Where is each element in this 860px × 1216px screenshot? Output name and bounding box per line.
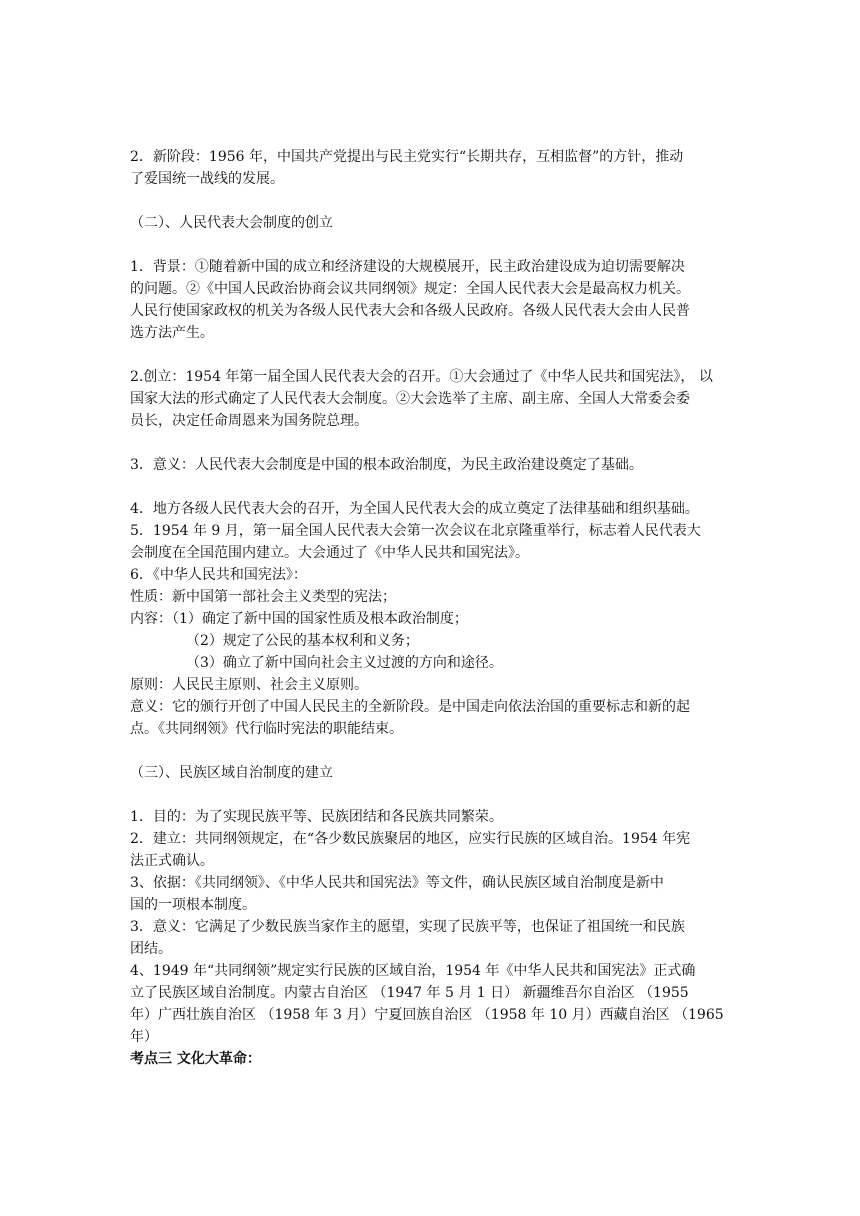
text-line: 性质：新中国第一部社会主义类型的宪法；	[130, 589, 396, 605]
text-line: （三）、民族区域自治制度的建立	[130, 765, 333, 781]
paragraph	[130, 564, 740, 586]
paragraph	[130, 674, 740, 696]
paragraph	[130, 454, 740, 476]
text-line: 员长，决定任命周恩来为国务院总理。	[130, 413, 368, 429]
paragraph	[130, 828, 740, 872]
text-line: 内容：（1）确定了新中国的国家性质及根本政治制度；	[130, 611, 468, 627]
paragraph	[130, 366, 740, 432]
text-line: 立了民族区域自治制度。内蒙古自治区 （1947 年 5 月 1 日） 新疆维吾尔自治区 （1955	[130, 985, 689, 1001]
paragraph	[130, 586, 740, 608]
text-line: 国的一项根本制度。	[130, 897, 256, 913]
paragraph	[130, 520, 740, 564]
text-line: 1．目的：为了实现民族平等、民族团结和各民族共同繁荣。	[130, 809, 503, 825]
text-line: 法正式确认。	[130, 853, 214, 869]
paragraph	[130, 498, 740, 520]
text-line: 4．地方各级人民代表大会的召开，为全国人民代表大会的成立奠定了法律基础和组织基础。	[130, 501, 699, 517]
text-line: （二）、人民代表大会制度的创立	[130, 215, 333, 231]
paragraph	[130, 696, 740, 740]
text-line: 人民行使国家政权的机关为各级人民代表大会和各级人民政府。各级人民代表大会由人民普	[130, 303, 690, 319]
paragraph-spacer	[130, 234, 740, 256]
paragraph-spacer	[130, 740, 740, 762]
text-line: 年）广西壮族自治区 （1958 年 3 月）宁夏回族自治区 （1958 年 10 月）西藏自治区 （1965	[130, 1007, 724, 1023]
paragraph	[130, 146, 740, 190]
paragraph-spacer	[130, 476, 740, 498]
text-line: 原则：人民民主原则、社会主义原则。	[130, 677, 368, 693]
paragraph	[130, 872, 740, 916]
text-line: 1．背景：①随着新中国的成立和经济建设的大规模展开，民主政治建设成为迫切需要解决	[130, 259, 685, 275]
text-line: 国家大法的形式确定了人民代表大会制度。②大会选举了主席、副主席、全国人大常委会委	[130, 391, 690, 407]
paragraph	[130, 806, 740, 828]
paragraph	[130, 608, 740, 630]
paragraph	[130, 916, 740, 960]
text-line: 了爱国统一战线的发展。	[130, 171, 284, 187]
text-line: 2.创立：1954 年第一届全国人民代表大会的召开。①大会通过了《中华人民共和国宪法》， 以	[130, 369, 713, 385]
text-line: 3．意义：它满足了少数民族当家作主的愿望，实现了民族平等，也保证了祖国统一和民族	[130, 919, 685, 935]
section-heading	[130, 1048, 740, 1070]
paragraph	[130, 652, 740, 674]
paragraph-spacer	[130, 190, 740, 212]
text-line: 6．《中华人民共和国宪法》：	[130, 567, 307, 583]
paragraph	[130, 960, 740, 1048]
paragraph	[130, 630, 740, 652]
text-line: 考点三 文化大革命：	[130, 1051, 261, 1067]
text-line: 会制度在全国范围内建立。大会通过了《中华人民共和国宪法》。	[130, 545, 529, 561]
text-line: 点。《共同纲领》代行临时宪法的职能结束。	[130, 721, 403, 737]
text-line: （2）规定了公民的基本权利和义务；	[186, 633, 419, 649]
text-line: 3、依据：《共同纲领》、《中华人民共和国宪法》等文件，确认民族区域自治制度是新中	[130, 875, 664, 891]
paragraph-spacer	[130, 344, 740, 366]
paragraph-spacer	[130, 432, 740, 454]
text-line: 意义：它的颁行开创了中国人民民主的全新阶段。是中国走向依法治国的重要标志和新的起	[130, 699, 690, 715]
text-line: 年）	[130, 1029, 158, 1045]
text-line: 5．1954 年 9 月，第一届全国人民代表大会第一次会议在北京隆重举行，标志着人民代表大	[130, 523, 701, 539]
text-line: 2．新阶段：1956 年，中国共产党提出与民主党实行“长期共存，互相监督”的方针，推动	[130, 149, 684, 165]
text-line: 选方法产生。	[130, 325, 214, 341]
text-line: 2．建立：共同纲领规定，在“各少数民族聚居的地区，应实行民族的区域自治。1954 年宪	[130, 831, 691, 847]
text-line: 团结。	[130, 941, 172, 957]
text-line: 4、1949 年“共同纲领”规定实行民族的区域自治，1954 年《中华人民共和国宪法》正式确	[130, 963, 696, 979]
paragraph-spacer	[130, 784, 740, 806]
paragraph	[130, 212, 740, 234]
paragraph	[130, 762, 740, 784]
text-line: （3）确立了新中国向社会主义过渡的方向和途径。	[186, 655, 503, 671]
text-line: 3．意义：人民代表大会制度是中国的根本政治制度，为民主政治建设奠定了基础。	[130, 457, 643, 473]
paragraph	[130, 256, 740, 344]
text-line: 的问题。②《中国人民政治协商会议共同纲领》规定：全国人民代表大会是最高权力机关。	[130, 281, 690, 297]
document-body	[130, 146, 740, 1070]
